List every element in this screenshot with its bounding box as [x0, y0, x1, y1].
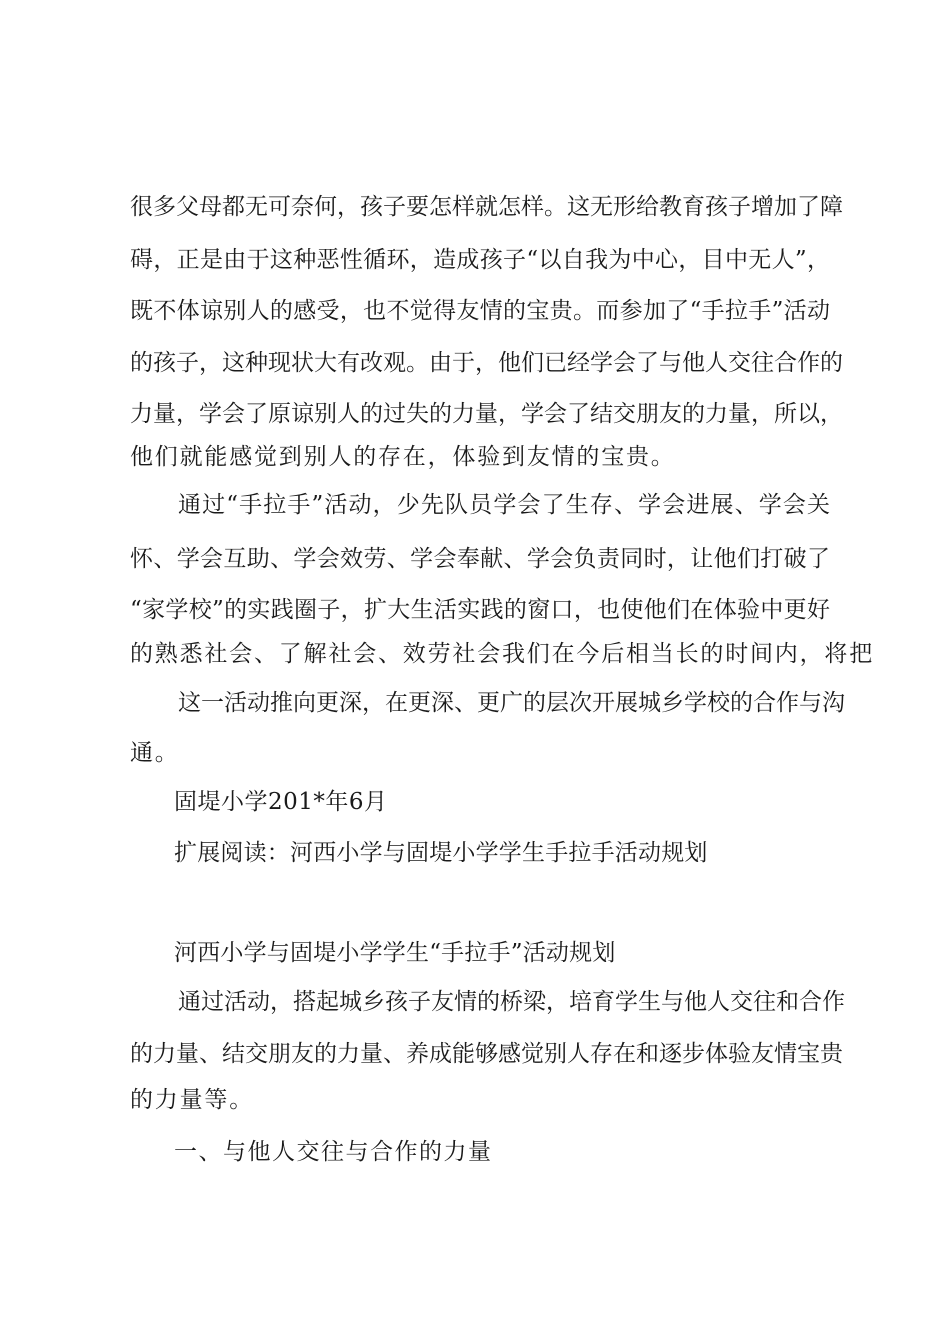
paragraph-line: 通过“手拉手”活动，少先队员学会了生存、学会进展、学会关	[178, 492, 830, 518]
paragraph-line: 怀、学会互助、学会效劳、学会奉献、学会负责同时，让他们打破了	[130, 546, 830, 572]
paragraph-line: 通。	[130, 740, 180, 766]
plan-title: 河西小学与固堤小学学生“手拉手”活动规划	[174, 940, 616, 966]
paragraph-line: “家学校”的实践圈子，扩大生活实践的窗口，也使他们在体验中更好	[130, 597, 830, 623]
paragraph-line: 这一活动推向更深，在更深、更广的层次开展城乡学校的合作与沟	[178, 690, 845, 716]
paragraph-line: 通过活动，搭起城乡孩子友情的桥梁，培育学生与他人交往和合作	[178, 989, 845, 1015]
paragraph-line: 力量，学会了原谅别人的过失的力量，学会了结交朋友的力量，所以，	[130, 401, 843, 427]
paragraph-line: 的熟悉社会、了解社会、效劳社会我们在今后相当长的时间内，将把	[130, 641, 874, 667]
signature: 固堤小学201*年6月	[174, 789, 388, 815]
paragraph-line: 的孩子，这种现状大有改观。由于，他们已经学会了与他人交往合作的	[130, 350, 843, 376]
section-heading: 一、与他人交往与合作的力量	[174, 1139, 493, 1165]
extended-reading-heading: 扩展阅读：河西小学与固堤小学学生手拉手活动规划	[174, 840, 708, 866]
paragraph-line: 很多父母都无可奈何，孩子要怎样就怎样。这无形给教育孩子增加了障	[130, 194, 843, 220]
paragraph-line: 既不体谅别人的感受，也不觉得友情的宝贵。而参加了“手拉手”活动	[130, 298, 830, 324]
paragraph-line: 的力量、结交朋友的力量、养成能够感觉别人存在和逐步体验友情宝贵	[130, 1041, 843, 1067]
paragraph-line: 他们就能感觉到别人的存在，体验到友情的宝贵。	[130, 444, 676, 470]
paragraph-line: 碍，正是由于这种恶性循环，造成孩子“以自我为中心，目中无人”，	[130, 247, 830, 273]
paragraph-line: 的力量等。	[130, 1087, 254, 1113]
